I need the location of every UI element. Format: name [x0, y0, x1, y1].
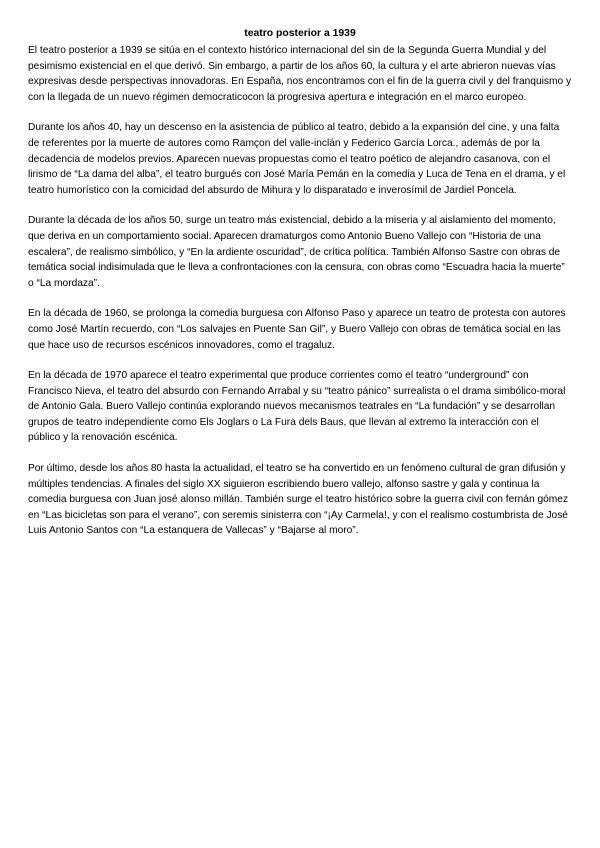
paragraph-1960s: En la década de 1960, se prolonga la comedia burguesa con Alfonso Paso y aparece un teatro de protesta con autores como José Martín recuerdo, con “Los salvajes en Puente San Gil”, y Buero Vallejo con obras de temática social en las que hace uso de recursos escénicos innovadores, como el tragaluz. — [28, 308, 566, 351]
paragraph-1970s: En la década de 1970 aparece el teatro experimental que produce corrientes como el teatro “underground” con Francisco Nieva, el teatro del absurdo con Fernando Arrabal y su “teatro pánico” surrealista o el drama simbólico-moral de Antonio Gala. Buero Vallejo continúa explorando nuevos mecanismos teatrales en “La fundación” y se desarrollan grupos de teatro independiente como Els Joglars o La Fura dels Baus, que llevan al extremo la interacción con el público y la renovación escénica. — [28, 370, 566, 444]
document-title: teatro posterior a 1939 — [244, 28, 356, 39]
document-page — [28, 27, 572, 554]
paragraph-1980s-present: Por último, desde los años 80 hasta la actualidad, el teatro se ha convertido en un fenómeno cultural de gran difusión y múltiples tendencias. A finales del siglo XX siguieron escribiendo buero vallejo, alfonso sastre y gala y continua la comedia burguesa con Juan josé alonso millán. También surge el teatro histórico sobre la guerra civil con fernán gómez en “Las bicicletas son para el verano”, con seremis sinisterra con “¡Ay Carmela!, y con el realismo costumbrista de José Luis Antonio Santos con “La estanquera de Vallecas” y “Bajarse al moro”. — [28, 463, 569, 537]
paragraph-1940s: Durante los años 40, hay un descenso en la asistencia de público al teatro, debido a la expansión del cine, y una falta de referentes por la muerte de autores como Ramçon del valle-inclán y Federico García Lorca., además de por la decadencia de modelos previos. Aparecen nuevas propuestas como el teatro poético de alejandro casanova, con el lirismo de “La dama del alba”, el teatro burgués con José María Pemán en la comedia y Luca de Tena en el drama, y el teatro humorístico con la comicidad del absurdo de Mihura y lo disparatado e inverosímil de Jardiel Poncela. — [28, 122, 566, 196]
paragraph-intro: El teatro posterior a 1939 se sitúa en el contexto histórico internacional del sin de la Segunda Guerra Mundial y del pesimismo existencial en el que derivó. Sin embargo, a partir de los años 60, la cultura y el arte abrieron nuevas vías expresivas desde perspectivas innovadoras. En España, nos encontramos con el fin de la guerra civil y del franquismo y con la llegada de un nuevo régimen democraticocon la progresiva apertura e integración en el marco europeo. — [28, 45, 572, 103]
paragraph-1950s: Durante la década de los años 50, surge un teatro más existencial, debido a la miseria y al aislamiento del momento, que deriva en un comportamiento social. Aparecen dramaturgos como Antonio Bueno Vallejo con “Historia de una escalera”, de realismo simbólico, y “En la ardiente oscuridad”, de crítica política. También Alfonso Sastre con obras de temática social indisimulada que le lleva a confrontaciones con la censura, con obras como “Escuadra hacia la muerte” o “La mordaza”. — [28, 215, 565, 289]
